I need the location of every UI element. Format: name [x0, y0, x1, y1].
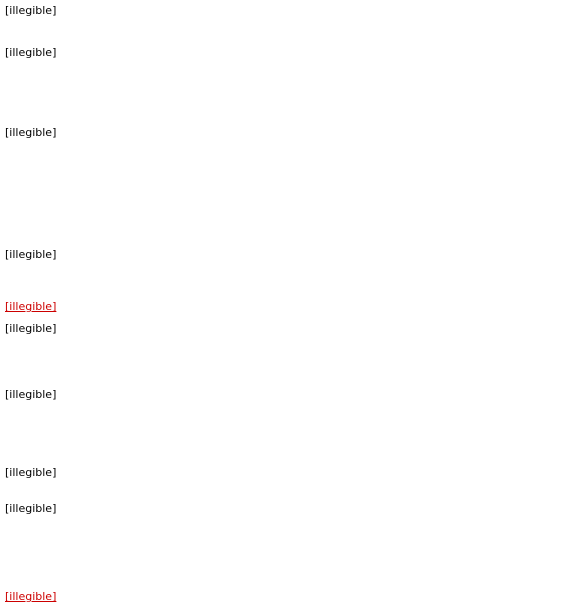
conclusion-item: [illegible] — [5, 502, 57, 515]
paragraph: [illegible] — [5, 248, 57, 261]
final-heading: [illegible] — [5, 590, 57, 603]
conclusion-item: [illegible] — [5, 322, 57, 335]
paragraph: [illegible] — [5, 46, 57, 59]
paragraph: [illegible] — [5, 4, 57, 17]
paragraph: [illegible] — [5, 126, 57, 139]
conclusions-heading: [illegible] — [5, 300, 57, 313]
conclusion-item: [illegible] — [5, 388, 57, 401]
conclusion-item: [illegible] — [5, 466, 57, 479]
